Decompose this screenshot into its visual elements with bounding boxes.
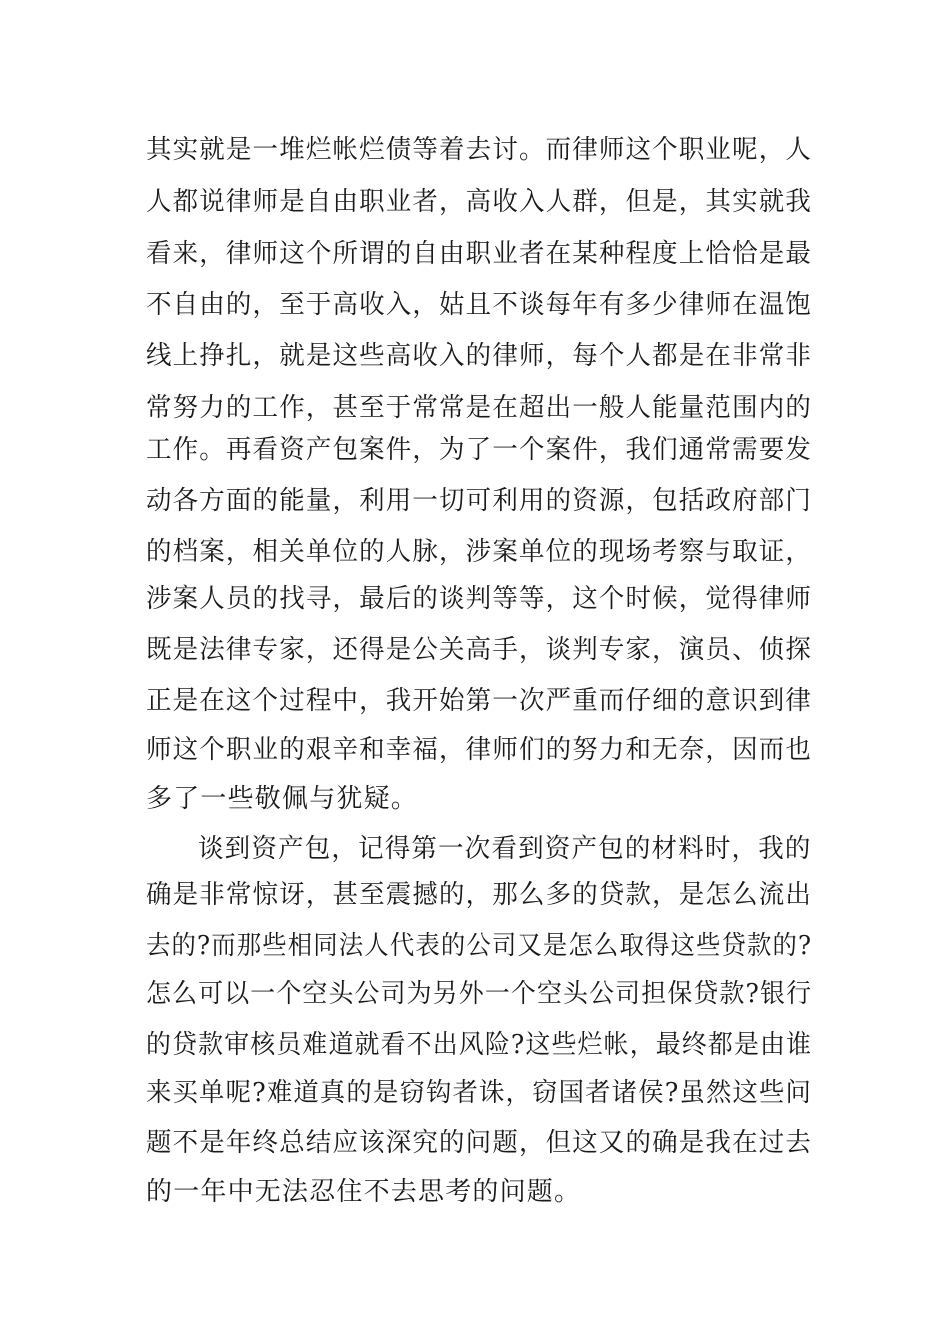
text-line: 师这个职业的艰辛和幸福，律师们的努力和无奈，因而也 [146,735,813,765]
text-line: 谈到资产包，记得第一次看到资产包的材料时，我的 [198,834,812,864]
text-line: 来买单呢?难道真的是窃钩者诛，窃国者诸侯?虽然这些问 [146,1078,813,1108]
text-line: 多了一些敬佩与犹疑。 [146,784,419,814]
text-line: 正是在这个过程中，我开始第一次严重而仔细的意识到律 [146,686,813,716]
text-line: 题不是年终总结应该深究的问题，但这又的确是我在过去 [146,1128,813,1158]
text-line: 的贷款审核员难道就看不出风险?这些烂帐，最终都是由谁 [146,1030,813,1060]
text-line: 涉案人员的找寻，最后的谈判等等，这个时候，觉得律师 [146,584,813,614]
text-line: 常努力的工作，甚至于常常是在超出一般人能量范围内的 [146,393,813,423]
text-line: 确是非常惊讶，甚至震撼的，那么多的贷款，是怎么流出 [146,880,813,910]
text-line: 工作。再看资产包案件，为了一个案件，我们通常需要发 [146,435,813,465]
text-line: 的一年中无法忍住不去思考的问题。 [146,1177,582,1207]
text-line: 的档案，相关单位的人脉，涉案单位的现场考察与取证， [146,537,813,567]
text-line: 不自由的，至于高收入，姑且不谈每年有多少律师在温饱 [146,290,813,320]
text-line: 线上挣扎，就是这些高收入的律师，每个人都是在非常非 [146,341,813,371]
text-line: 看来，律师这个所谓的自由职业者在某种程度上恰恰是最 [146,239,813,269]
text-line: 其实就是一堆烂帐烂债等着去讨。而律师这个职业呢，人 [146,135,813,165]
text-line: 人都说律师是自由职业者，高收入人群，但是，其实就我 [146,187,813,217]
text-line: 去的?而那些相同法人代表的公司又是怎么取得这些贷款的? [146,931,813,961]
text-line: 既是法律专家，还得是公关高手，谈判专家，演员、侦探 [146,635,813,665]
text-line: 动各方面的能量，利用一切可利用的资源，包括政府部门 [146,486,813,516]
text-line: 怎么可以一个空头公司为另外一个空头公司担保贷款?银行 [146,979,813,1009]
